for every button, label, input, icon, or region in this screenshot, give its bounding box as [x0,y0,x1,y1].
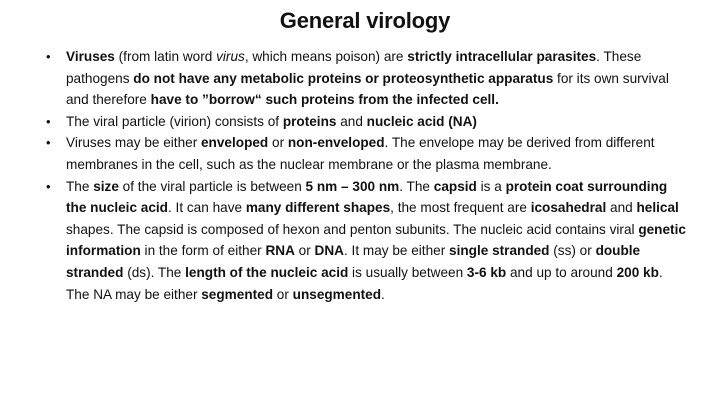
body-text: and [606,200,637,216]
bold-text: proteins [282,113,337,129]
body-text: is usually between [348,264,467,280]
bold-text: 5 nm – 300 nm [305,178,400,194]
bold-text: non-enveloped [287,135,385,151]
body-text: (from latin word [114,49,217,64]
bullet-dot-icon: • [46,178,51,194]
bullet-item [44,111,686,133]
body-text: for its own survival and therefore [66,70,669,108]
bullet-dot-icon: • [46,135,51,151]
bold-text: capsid [433,178,477,194]
body-text: (ss) or [549,243,596,259]
bold-text: length of the nucleic acid [185,264,349,280]
bold-text: do not have any metabolic proteins or proteosynthetic apparatus [133,70,554,86]
body-text: . These pathogens [66,49,642,86]
bullet-dot-icon: • [46,49,51,64]
bold-text: many different shapes [245,200,391,216]
body-text: of the viral particle is between [118,178,306,194]
bold-text: have to ”borrow“ such proteins from the infected cell. [150,92,499,108]
body-text: . The [399,178,434,194]
bold-text: unsegmented [292,286,382,302]
body-text: , which means poison) are [244,49,408,64]
bold-text: enveloped [201,135,269,151]
body-text: . [381,286,385,302]
body-text: in the form of either [140,243,266,259]
body-text: . The NA may be either [66,264,663,302]
bold-text: genetic information [66,221,686,259]
bold-text: helical [636,200,679,216]
italic-text: virus [216,49,245,64]
body-text: The [66,178,94,194]
bold-text: Viruses [66,49,115,64]
body-text: The viral particle (virion) consists of [66,113,283,129]
body-text: . The envelope may be derived from different membranes in the cell, such as the nuclear membrane or the plasma membrane. [66,135,655,172]
body-text: , the most frequent are [390,200,531,216]
body-text: . It can have [168,200,246,216]
bullet-list [44,46,686,305]
bold-text: icosahedral [530,200,607,216]
bold-text: 3-6 kb [466,264,507,280]
slide-title: General virology [279,8,451,33]
bullet-item [44,176,686,306]
bold-text: double stranded [66,243,641,280]
bold-text: 200 kb [616,264,659,280]
body-text: or [273,286,293,302]
body-text: shapes. The capsid is composed of hexon and penton subunits. The nucleic acid contains viral [66,221,639,237]
body-text: (ds). The [123,264,186,280]
body-text: Viruses may be either [66,135,201,151]
bullet-item [44,46,686,111]
bold-text: protein coat surrounding the nucleic acid [66,178,668,216]
body-text: or [294,243,315,259]
bullet-dot-icon: • [46,113,51,129]
bold-text: segmented [201,286,274,302]
body-text: or [268,135,288,151]
bold-text: single stranded [449,243,550,259]
bold-text: nucleic acid (NA) [366,113,477,129]
bold-text: DNA [314,243,344,259]
body-text: . It may be either [343,243,450,259]
body-text: is a [476,178,506,194]
bold-text: size [93,178,119,194]
body-text: and up to around [506,264,617,280]
bold-text: RNA [265,243,295,259]
body-text: and [336,113,367,129]
bullet-item [44,132,686,175]
bold-text: strictly intracellular parasites [407,49,597,64]
